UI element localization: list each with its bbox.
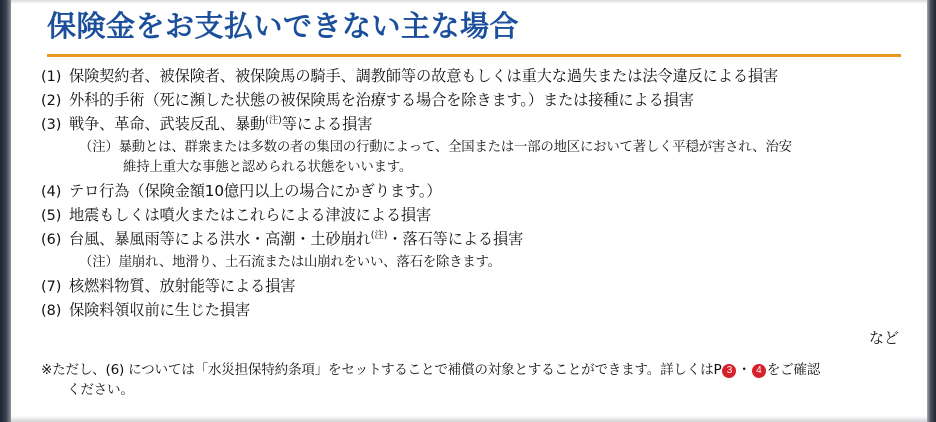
note-line-1: （注）崖崩れ、地滑り、土石流または山崩れをいい、落石を除きます。 xyxy=(79,255,501,271)
page-title: 保険金をお支払いできない主な場合 xyxy=(47,9,520,43)
footnote-text-part1: ※ただし、(6) については「水災担保特約条項」をセットすることで補償の対象とすることができます。詳しくはP xyxy=(41,361,722,378)
list-item xyxy=(41,181,903,203)
footnote xyxy=(41,360,903,401)
page-bottom-shadow xyxy=(11,416,927,422)
list-item-text-before-note: 台風、暴風雨等による洪水・高潮・土砂崩れ xyxy=(69,230,371,249)
list-item xyxy=(41,276,903,298)
list-item xyxy=(41,205,903,227)
list-item xyxy=(41,66,903,88)
note-landslide-definition xyxy=(41,253,903,273)
footnote-text-part2: をご確認 xyxy=(766,361,821,378)
list-item-text-after-note: ・落石等による損害 xyxy=(387,230,524,249)
list-item-text: 核燃料物質、放射能等による損害 xyxy=(69,276,296,295)
list-item xyxy=(41,300,903,322)
list-item-marker: (6) xyxy=(41,232,62,249)
list-item-text xyxy=(69,114,903,136)
list-item-text: 地震もしくは噴火またはこれらによる津波による損害 xyxy=(69,205,432,224)
note-line-1: （注）暴動とは、群衆または多数の者の集団の行動によって、全国または一部の地区において著しく平穏が害され、治安 xyxy=(79,140,792,156)
list-item-text: テロ行為（保険金額10億円以上の場合にかぎります。） xyxy=(69,181,442,200)
exclusions-list xyxy=(41,66,903,401)
list-item-text-after-note: 等による損害 xyxy=(281,115,373,134)
list-item xyxy=(41,90,903,112)
list-item-marker: (7) xyxy=(41,278,62,295)
note-reference-mark: (注) xyxy=(265,115,282,127)
page-reference-circle-4: 4 xyxy=(752,364,766,378)
note-reference-mark: (注) xyxy=(370,229,388,241)
list-item-marker: (3) xyxy=(41,117,62,134)
list-item xyxy=(41,114,903,136)
title-underline-rule xyxy=(47,54,901,57)
list-item-text-before-note: 戦争、革命、武装反乱、暴動 xyxy=(69,115,266,134)
list-item-marker: (8) xyxy=(41,303,62,320)
footnote-separator: ・ xyxy=(737,361,751,378)
footnote-line-1 xyxy=(41,360,903,380)
list-item-text: 外科的手術（死に瀕した状態の被保険馬を治療する場合を除きます。）または接種による損害 xyxy=(69,91,694,110)
list-item-marker: (2) xyxy=(41,93,62,110)
list-item-text: 保険契約者、被保険者、被保険馬の騎手、調教師等の故意もしくは重大な過失または法令違反による損害 xyxy=(69,67,779,85)
list-item xyxy=(41,229,903,251)
list-item-marker: (4) xyxy=(41,183,62,200)
note-riot-definition xyxy=(41,138,903,178)
list-item-marker: (5) xyxy=(41,207,62,224)
list-item-text: 保険料領収前に生じた損害 xyxy=(69,301,251,320)
document-content xyxy=(11,0,927,422)
footnote-line-2: ください。 xyxy=(67,382,134,399)
page-gutter-right xyxy=(927,0,936,422)
list-item-text xyxy=(69,229,903,251)
page-reference-circle-3: 3 xyxy=(722,364,736,378)
etc-label: など xyxy=(868,328,899,347)
list-item-marker: (1) xyxy=(41,69,62,85)
page-gutter-left xyxy=(0,0,11,422)
note-line-2: 維持上重大な事態と認められる状態をいいます。 xyxy=(123,160,413,176)
